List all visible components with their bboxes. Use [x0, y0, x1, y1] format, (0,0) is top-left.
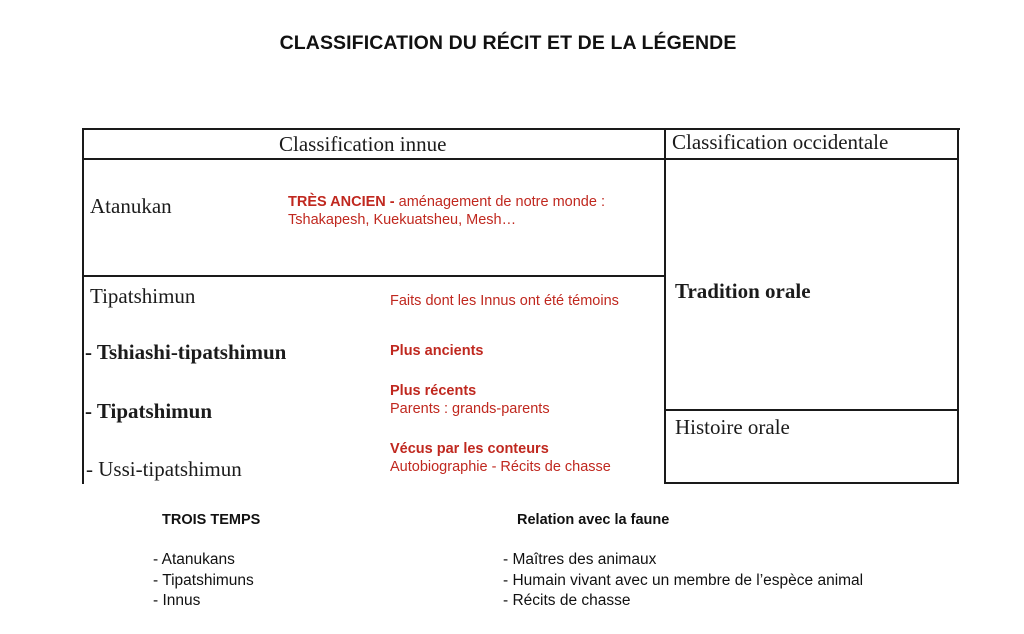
table-border-right	[957, 128, 959, 484]
list-item: - Maîtres des animaux	[503, 551, 657, 568]
list-item: - Récits de chasse	[503, 592, 631, 609]
note-tshiashi: Plus ancients	[390, 343, 484, 359]
label-atanukan: Atanukan	[90, 194, 172, 218]
label-tradition-orale: Tradition orale	[675, 279, 811, 303]
label-ussi-tipatshimun: - Ussi-tipatshimun	[86, 457, 242, 481]
column-divider	[664, 128, 666, 484]
note-tipatshimun-sub: Plus récents Parents : grands-parents	[390, 383, 550, 417]
list-item: - Innus	[153, 592, 201, 609]
page-title: CLASSIFICATION DU RÉCIT ET DE LA LÉGENDE	[279, 32, 737, 54]
note-tipatshimun: Faits dont les Innus ont été témoins	[390, 293, 619, 309]
trois-temps-list	[153, 550, 254, 612]
label-histoire-orale: Histoire orale	[675, 415, 790, 439]
note-atanukan-line2: Tshakapesh, Kuekuatsheu, Mesh…	[288, 212, 517, 228]
label-tipatshimun: Tipatshimun	[90, 284, 196, 308]
label-tipatshimun-sub: - Tipatshimun	[85, 399, 213, 423]
row-divider-histoire	[665, 409, 959, 411]
header-divider	[82, 158, 959, 160]
label-tshiashi-tipatshimun: - Tshiashi-tipatshimun	[85, 340, 287, 364]
classification-table	[82, 128, 960, 484]
relation-heading: Relation avec la faune	[517, 512, 670, 528]
header-classification-innue: Classification innue	[279, 132, 447, 156]
header-classification-occidentale: Classification occidentale	[672, 130, 889, 154]
note-ussi: Vécus par les conteurs Autobiographie - Récits de chasse	[390, 441, 611, 475]
row-divider-atanukan	[82, 275, 666, 277]
trois-temps-heading: TROIS TEMPS	[162, 512, 261, 528]
note-atanukan-text: aménagement de notre monde :	[394, 194, 605, 210]
note-atanukan	[288, 193, 605, 229]
note-atanukan-bold: TRÈS ANCIEN -	[288, 194, 395, 210]
table-border-bottom	[665, 482, 959, 484]
table-border-left	[82, 128, 84, 484]
list-item: - Atanukans	[153, 551, 235, 568]
relation-list	[503, 550, 863, 612]
list-item: - Humain vivant avec un membre de l’espèce animal	[503, 571, 864, 589]
list-item: - Tipatshimuns	[153, 571, 254, 589]
